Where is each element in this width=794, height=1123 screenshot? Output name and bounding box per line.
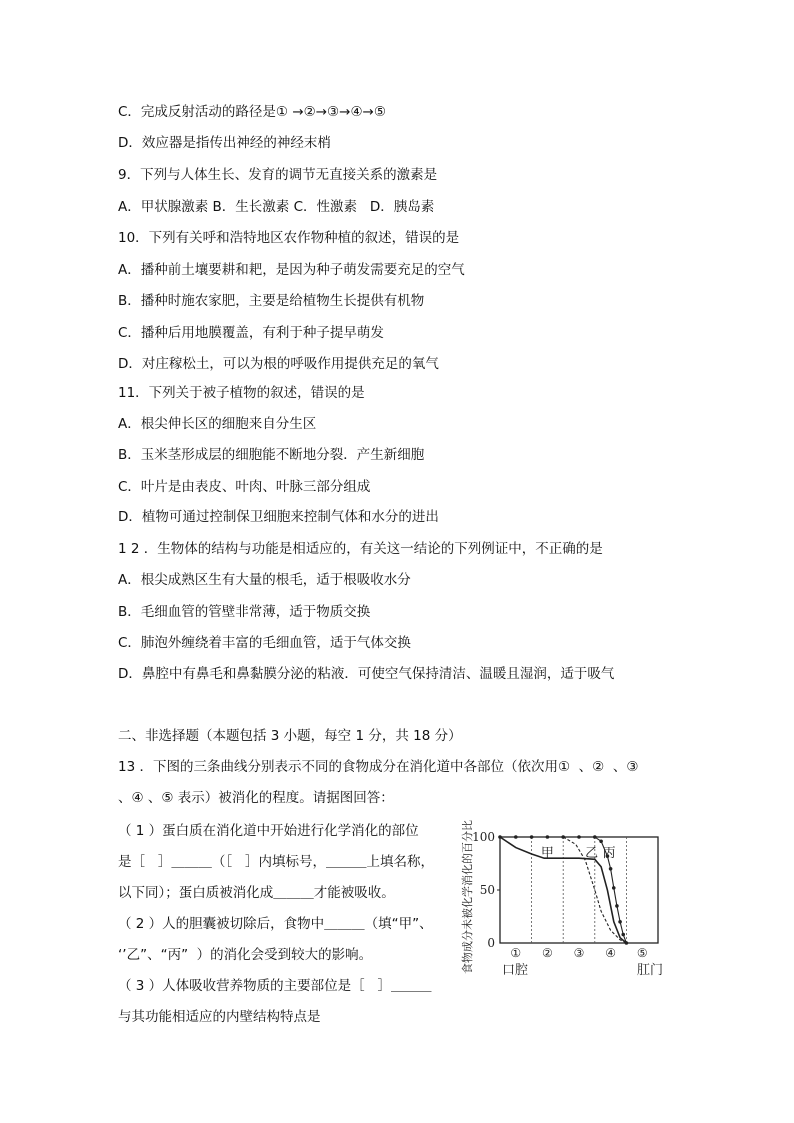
region-label: ⑤ xyxy=(636,946,648,960)
question-line: C．播种后用地膜覆盖，有利于种子提早萌发 xyxy=(118,325,384,341)
sub-question-line: （ 3 ）人体吸收营养物质的主要部位是［ ］＿＿＿ xyxy=(118,978,432,994)
data-point xyxy=(618,920,622,924)
section-heading: 二、非选择题（本题包括 3 小题，每空 1 分，共 18 分） xyxy=(118,728,462,744)
data-point xyxy=(546,835,550,839)
data-point xyxy=(514,835,518,839)
data-point xyxy=(530,835,534,839)
x-label-end: 肛门 xyxy=(637,963,664,978)
data-point xyxy=(498,835,502,839)
question-line: D．植物可通过控制保卫细胞来控制气体和水分的进出 xyxy=(118,509,439,525)
x-label-start: 口腔 xyxy=(502,963,529,978)
data-point xyxy=(577,835,581,839)
question-line: 11．下列关于被子植物的叙述，错误的是 xyxy=(118,385,365,401)
data-point xyxy=(599,839,603,843)
question-line: A．根尖伸长区的细胞来自分生区 xyxy=(118,416,317,432)
question-line: 1 2 ．生物体的结构与功能是相适应的，有关这一结论的下列例证中，不正确的是 xyxy=(118,541,603,557)
sub-question-line: （ 2 ）人的胆囊被切除后，食物中＿＿＿（填“甲”、 xyxy=(118,916,433,932)
question-line: C．叶片是由表皮、叶肉、叶脉三部分组成 xyxy=(118,479,371,495)
question-13-stem-cont: 、④ 、⑤ 表示）被消化的程度。请据图回答： xyxy=(118,790,394,806)
question-line: B．毛细血管的管壁非常薄，适于物质交换 xyxy=(118,604,371,620)
data-point xyxy=(561,835,565,839)
question-line: D．对庄稼松土，可以为根的呼吸作用提供充足的氧气 xyxy=(118,356,439,372)
data-point xyxy=(609,867,613,871)
question-line: 10．下列有关呼和浩特地区农作物种植的叙述，错误的是 xyxy=(118,230,460,246)
y-tick-label: 0 xyxy=(487,936,495,950)
question-line: B．播种时施农家肥，主要是给植物生长提供有机物 xyxy=(118,293,425,309)
question-line: A．根尖成熟区生有大量的根毛，适于根吸收水分 xyxy=(118,572,411,588)
question-line: C．肺泡外缠绕着丰富的毛细血管，适于气体交换 xyxy=(118,635,411,651)
y-tick-label: 100 xyxy=(472,830,495,844)
region-label: ① xyxy=(510,946,522,960)
region-label: ③ xyxy=(573,946,585,960)
legend-label: 甲 xyxy=(540,845,554,861)
data-point xyxy=(621,933,625,937)
data-point xyxy=(625,941,629,945)
data-point xyxy=(615,904,619,908)
digestion-chart xyxy=(455,815,675,985)
plot-frame xyxy=(500,837,658,943)
region-label: ② xyxy=(542,946,553,960)
y-axis-label: 食物成分未被化学消化的百分比 xyxy=(461,820,474,974)
sub-question-line: ‘’乙”、“丙” ）的消化会受到较大的影响。 xyxy=(118,947,373,963)
y-tick-label: 50 xyxy=(479,883,495,897)
sub-question-line: 与其功能相适应的内壁结构特点是 xyxy=(118,1009,321,1025)
question-line: A．播种前土壤要耕和耙，是因为种子萌发需要充足的空气 xyxy=(118,262,465,278)
question-line: D．鼻腔中有鼻毛和鼻黏膜分泌的粘液．可使空气保持清洁、温暖且湿润，适于吸气 xyxy=(118,666,615,682)
question-13-stem: 13 ．下图的三条曲线分别表示不同的食物成分在消化道中各部位（依次用① 、② 、③ xyxy=(118,759,639,775)
question-line: D．效应器是指传出神经的神经末梢 xyxy=(118,135,331,151)
question-line: C．完成反射活动的路径是① →②→③→④→⑤ xyxy=(118,104,386,120)
question-line: 9．下列与人体生长、发育的调节无直接关系的激素是 xyxy=(118,167,438,183)
region-label: ④ xyxy=(605,946,616,960)
sub-question-line: 是［ ］＿＿＿（［ ］内填标号，＿＿＿上填名称， xyxy=(118,854,434,870)
legend-label: 丙 xyxy=(602,845,616,861)
sub-question-line: （ 1 ）蛋白质在消化道中开始进行化学消化的部位 xyxy=(118,823,419,839)
question-line: B．玉米茎形成层的细胞能不断地分裂．产生新细胞 xyxy=(118,447,425,463)
question-line: A．甲状腺激素 B．生长激素 C．性激素 D．胰岛素 xyxy=(118,199,435,215)
data-point xyxy=(612,886,616,890)
sub-question-line: 以下同）；蛋白质被消化成＿＿＿才能被吸收。 xyxy=(118,885,395,901)
data-point xyxy=(593,835,597,839)
legend-label: 乙 xyxy=(585,845,599,861)
